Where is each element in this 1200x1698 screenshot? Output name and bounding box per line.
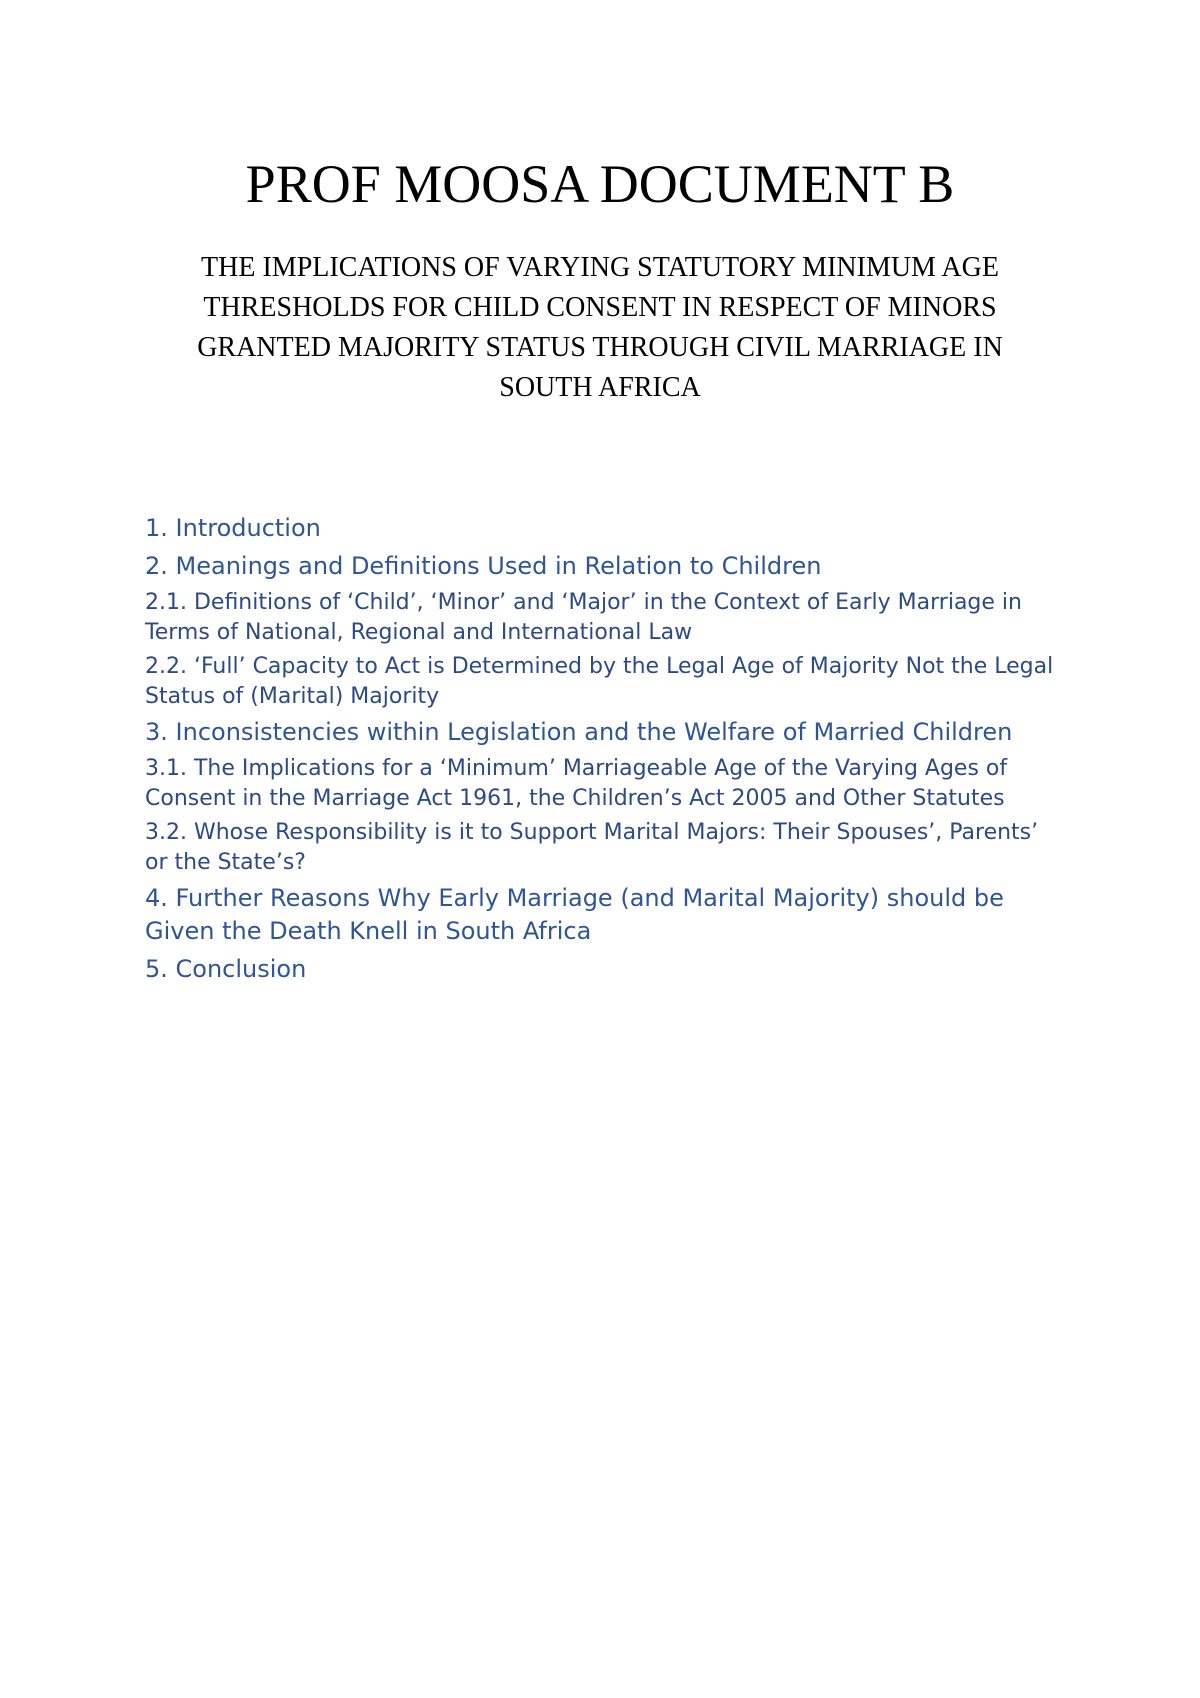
toc-link-definitions-child-minor-major[interactable]: 2.1. Definitions of ‘Child’, ‘Minor’ and ‘Major’ in the Context of Early Marriage in Terms of National, Regional and International Law bbox=[145, 590, 1022, 645]
toc-link-introduction[interactable]: 1. Introduction bbox=[145, 514, 321, 542]
toc-link-conclusion[interactable]: 5. Conclusion bbox=[145, 955, 307, 983]
table-of-contents bbox=[145, 512, 1065, 991]
toc-link-full-capacity[interactable]: 2.2. ‘Full’ Capacity to Act is Determined by the Legal Age of Majority Not the Legal Status of (Marital) Majority bbox=[145, 654, 1054, 709]
toc-link-minimum-marriageable-age[interactable]: 3.1. The Implications for a ‘Minimum’ Marriageable Age of the Varying Ages of Consent in the Marriage Act 1961, the Children’s Act 2005 and Other Statutes bbox=[145, 756, 1008, 811]
toc-link-meanings-definitions[interactable]: 2. Meanings and Definitions Used in Relation to Children bbox=[145, 552, 822, 580]
toc-link-whose-responsibility[interactable]: 3.2. Whose Responsibility is it to Support Marital Majors: Their Spouses’, Parents’ or the State’s? bbox=[145, 820, 1039, 875]
document-subtitle: THE IMPLICATIONS OF VARYING STATUTORY MINIMUM AGE THRESHOLDS FOR CHILD CONSENT IN RESPECT OF MINORS GRANTED MAJORITY STATUS THROUGH CIVIL MARRIAGE IN SOUTH AFRICA bbox=[197, 252, 1003, 403]
toc-link-inconsistencies[interactable]: 3. Inconsistencies within Legislation and the Welfare of Married Children bbox=[145, 718, 1013, 746]
document-title: PROF MOOSA DOCUMENT B bbox=[245, 154, 955, 214]
toc-link-further-reasons[interactable]: 4. Further Reasons Why Early Marriage (and Marital Majority) should be Given the Death Knell in South Africa bbox=[145, 884, 1004, 945]
